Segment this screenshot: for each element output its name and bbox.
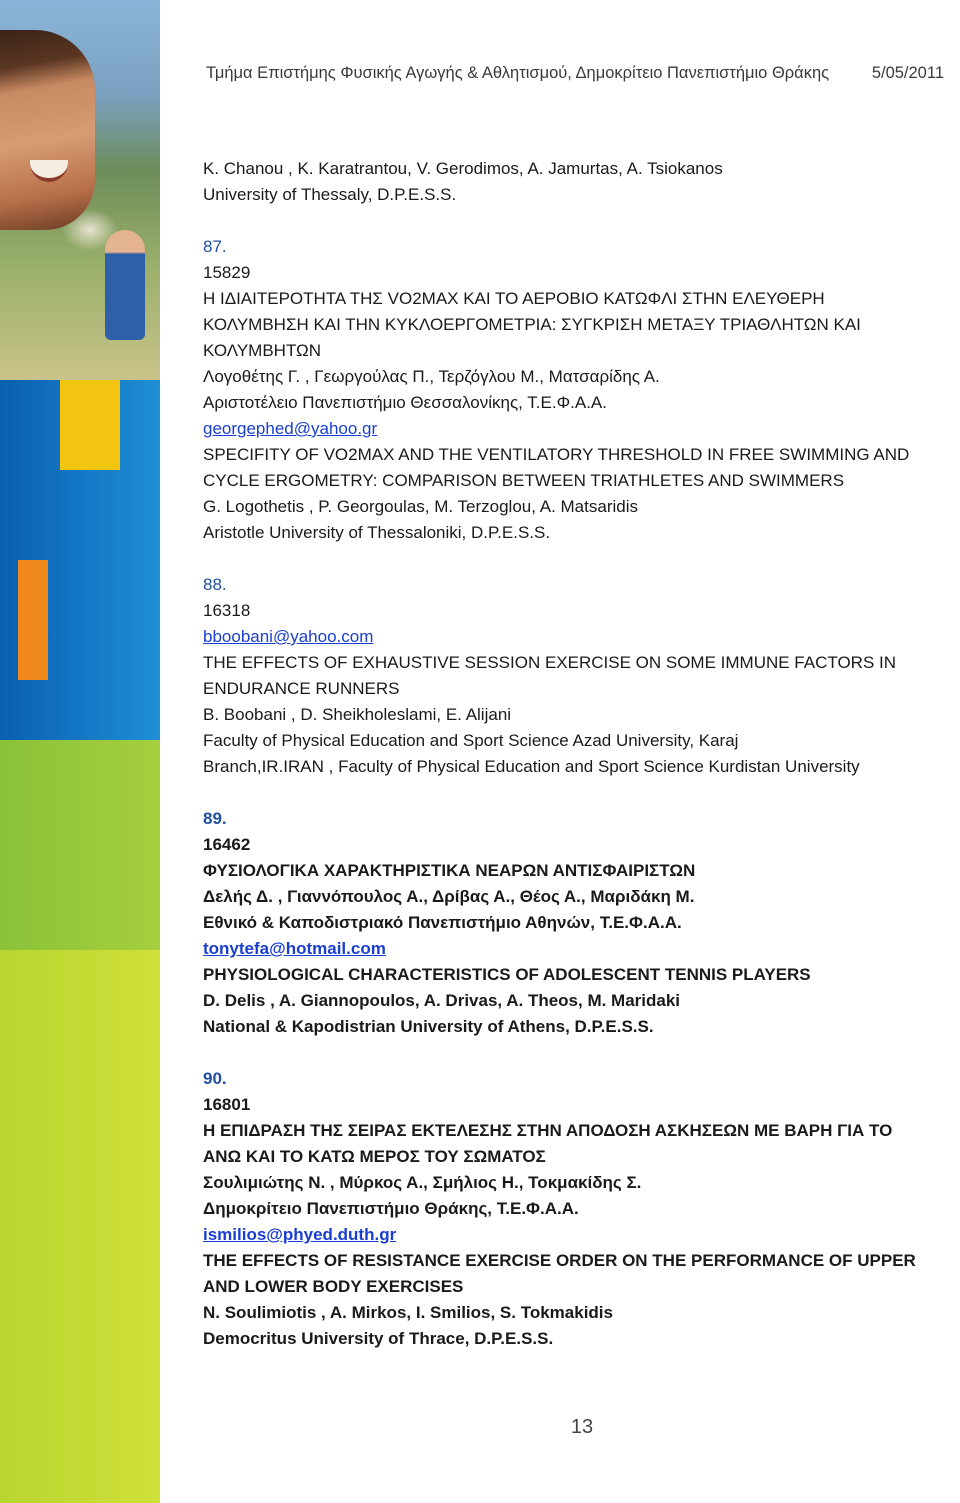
cover-photo xyxy=(0,0,160,380)
abstract-entry-89 xyxy=(203,806,958,1040)
entry-number: 89. xyxy=(203,809,227,828)
affiliation-english: Branch,IR.IRAN , Faculty of Physical Education and Sport Science Kurdistan University xyxy=(203,757,860,776)
title-english: THE EFFECTS OF EXHAUSTIVE SESSION EXERCISE ON SOME IMMUNE FACTORS IN xyxy=(203,653,897,672)
title-greek: ΚΟΛΥΜΒΗΣΗ ΚΑΙ ΤΗΝ ΚΥΚΛΟΕΡΓΟΜΕΤΡΙΑ: ΣΥΓΚΡΙΣΗ ΜΕΤΑΞΥ ΤΡΙΑΘΛΗΤΩΝ ΚΑΙ xyxy=(203,315,861,334)
title-english: AND LOWER BODY EXERCISES xyxy=(203,1277,464,1296)
title-english: PHYSIOLOGICAL CHARACTERISTICS OF ADOLESCENT TENNIS PLAYERS xyxy=(203,965,811,984)
entry-number: 88. xyxy=(203,575,227,594)
authors-english: B. Boobani , D. Sheikholeslami, E. Alijani xyxy=(203,705,512,724)
abstract-entry-87 xyxy=(203,234,958,546)
continued-affiliation: University of Thessaly, D.P.E.S.S. xyxy=(203,185,457,204)
email-link[interactable]: ismilios@phyed.duth.gr xyxy=(203,1225,397,1244)
header-date: 5/05/2011 xyxy=(871,64,944,82)
entry-id: 16318 xyxy=(203,601,251,620)
title-greek: ΦΥΣΙΟΛΟΓΙΚΑ ΧΑΡΑΚΤΗΡΙΣΤΙΚΑ ΝΕΑΡΩΝ ΑΝΤΙΣΦΑΙΡΙΣΤΩΝ xyxy=(203,861,696,880)
affiliation-english: National & Kapodistrian University of Athens, D.P.E.S.S. xyxy=(203,1017,654,1036)
authors-greek: Λογοθέτης Γ. , Γεωργούλας Π., Τερζόγλου Μ., Ματσαρίδης Α. xyxy=(203,367,660,386)
authors-english: G. Logothetis , P. Georgoulas, M. Terzoglou, A. Matsaridis xyxy=(203,497,638,516)
abstract-entry-88 xyxy=(203,572,958,780)
affiliation-greek: Αριστοτέλειο Πανεπιστήμιο Θεσσαλονίκης, Τ.Ε.Φ.Α.Α. xyxy=(203,393,607,412)
email-link[interactable]: georgephed@yahoo.gr xyxy=(203,419,378,438)
entry-id: 15829 xyxy=(203,263,251,282)
title-english: THE EFFECTS OF RESISTANCE EXERCISE ORDER ON THE PERFORMANCE OF UPPER xyxy=(203,1251,916,1270)
title-greek: ΚΟΛΥΜΒΗΤΩΝ xyxy=(203,341,322,360)
title-english: ENDURANCE RUNNERS xyxy=(203,679,400,698)
yellow-block xyxy=(60,380,120,470)
page-number: 13 xyxy=(570,1416,594,1438)
entry-number: 90. xyxy=(203,1069,227,1088)
authors-english: D. Delis , A. Giannopoulos, A. Drivas, A. Theos, M. Maridaki xyxy=(203,991,681,1010)
title-greek: Η ΕΠΙΔΡΑΣΗ ΤΗΣ ΣΕΙΡΑΣ ΕΚΤΕΛΕΣΗΣ ΣΤΗΝ ΑΠΟΔΟΣΗ ΑΣΚΗΣΕΩΝ ΜΕ ΒΑΡΗ ΓΙΑ ΤΟ xyxy=(203,1121,893,1140)
affiliation-english: Aristotle University of Thessaloniki, D.P.E.S.S. xyxy=(203,523,551,542)
entry-id: 16462 xyxy=(203,835,251,854)
orange-block xyxy=(18,560,48,680)
email-link[interactable]: bboobani@yahoo.com xyxy=(203,627,374,646)
affiliation-english: Faculty of Physical Education and Sport Science Azad University, Karaj xyxy=(203,731,739,750)
entry-id: 16801 xyxy=(203,1095,251,1114)
page-header xyxy=(200,62,944,88)
abstract-list xyxy=(203,156,958,1352)
header-title: Τμήμα Επιστήμης Φυσικής Αγωγής & Αθλητισμού, Δημοκρίτειο Πανεπιστήμιο Θράκης xyxy=(206,64,830,82)
authors-greek: Δελής Δ. , Γιαννόπουλος Α., Δρίβας Α., Θέος Α., Μαριδάκη Μ. xyxy=(203,887,695,906)
decorative-side-strip xyxy=(0,0,160,1503)
affiliation-greek: Εθνικό & Καποδιστριακό Πανεπιστήμιο Αθηνών, Τ.Ε.Φ.Α.Α. xyxy=(203,913,682,932)
title-english: SPECIFITY OF VO2MAX AND THE VENTILATORY THRESHOLD IN FREE SWIMMING AND xyxy=(203,445,910,464)
entry-number: 87. xyxy=(203,237,227,256)
affiliation-greek: Δημοκρίτειο Πανεπιστήμιο Θράκης, Τ.Ε.Φ.Α.Α. xyxy=(203,1199,579,1218)
authors-greek: Σουλιμιώτης Ν. , Μύρκος Α., Σμήλιος Η., Τοκμακίδης Σ. xyxy=(203,1173,642,1192)
continued-authors: K. Chanou , K. Karatrantou, V. Gerodimos, A. Jamurtas, A. Tsiokanos xyxy=(203,159,723,178)
title-english: CYCLE ERGOMETRY: COMPARISON BETWEEN TRIATHLETES AND SWIMMERS xyxy=(203,471,845,490)
title-greek: ΑΝΩ ΚΑΙ ΤΟ ΚΑΤΩ ΜΕΡΟΣ ΤΟΥ ΣΩΜΑΤΟΣ xyxy=(203,1147,546,1166)
abstract-entry-90 xyxy=(203,1066,958,1352)
child-face-image xyxy=(0,30,95,230)
runner-image xyxy=(105,230,145,340)
email-link[interactable]: tonytefa@hotmail.com xyxy=(203,939,386,958)
affiliation-english: Democritus University of Thrace, D.P.E.S.S. xyxy=(203,1329,554,1348)
title-greek: Η ΙΔΙΑΙΤΕΡΟΤΗΤΑ ΤΗΣ VO2MAX ΚΑΙ ΤΟ ΑΕΡΟΒΙΟ ΚΑΤΩΦΛΙ ΣΤΗΝ ΕΛΕΥΘΕΡΗ xyxy=(203,289,825,308)
authors-english: N. Soulimiotis , A. Mirkos, I. Smilios, S. Tokmakidis xyxy=(203,1303,613,1322)
green-band xyxy=(0,740,160,950)
